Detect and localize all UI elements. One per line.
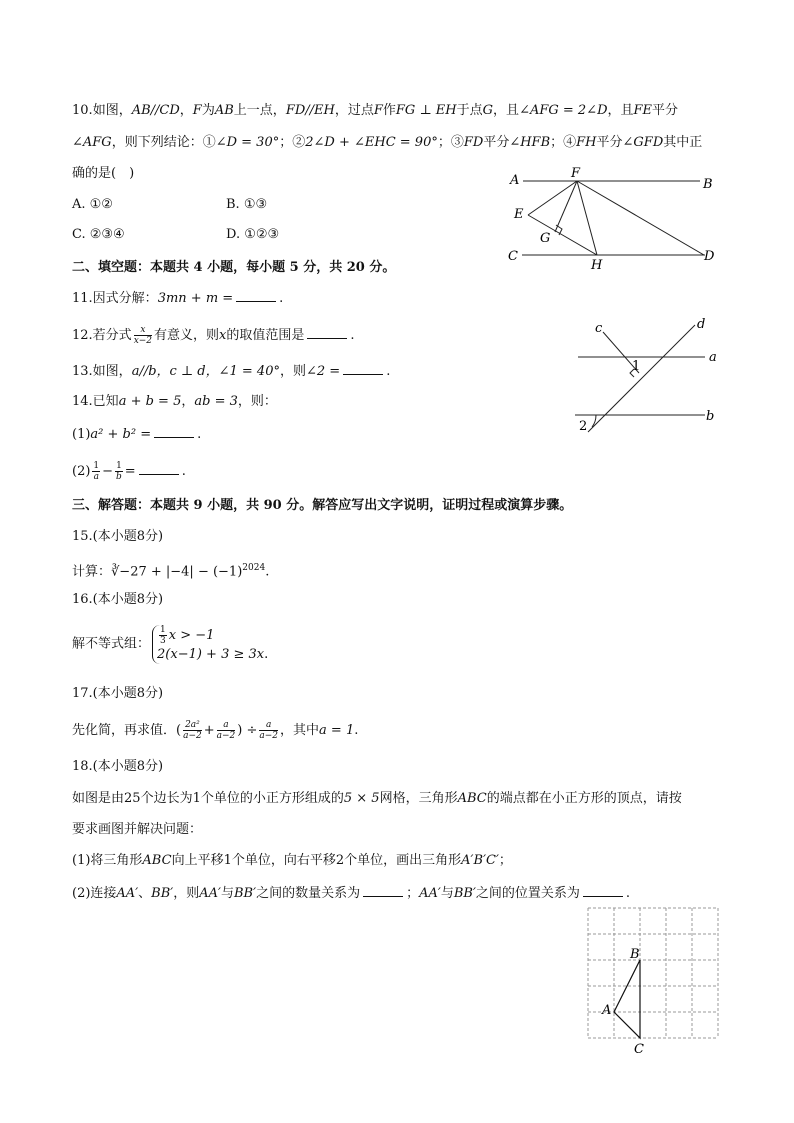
q12-fraction: $\frac{x}{x-2}$ xyxy=(133,325,153,346)
q17: 先化简，再求值．( $\frac{\text{2a²}}{a-2}$ + $\frac{a}{a-2}$ ) ÷ $\frac{a}{a-2}$ ，其中a = 1. xyxy=(72,720,359,741)
q10-option-c: C. ②③④ xyxy=(72,227,125,242)
q10-option-a: A. ①② xyxy=(72,197,113,212)
q13-blank[interactable] xyxy=(343,362,383,375)
label-a: A xyxy=(510,173,520,188)
triangle-abc xyxy=(614,960,640,1038)
q16: 解不等式组： $\frac{1}{3}$ x > −1 2(x−1) + 3 ≥ 3x . xyxy=(72,625,269,662)
q10-line2: ∠AFG，则下列结论：①∠D = 30°；②2∠D + ∠EHC = 90°；③FD平分∠HFB；④FH平分∠GFD其中正 xyxy=(72,135,703,150)
section-2-heading: 二、填空题：本题共 4 小题，每小题 5 分，共 20 分。 xyxy=(72,260,396,275)
q14-sub1-blank[interactable] xyxy=(154,425,194,438)
segment-fh xyxy=(577,181,597,255)
label-h: H xyxy=(591,258,603,273)
q18-line2: 要求画图并解决问题： xyxy=(72,822,203,837)
q18-grid-figure xyxy=(580,900,730,1060)
q10-option-d: D. ①②③ xyxy=(226,227,280,242)
grid-label-b: B xyxy=(630,947,640,962)
dashed-grid xyxy=(588,908,718,1038)
q10-figure xyxy=(500,160,730,275)
line-d xyxy=(588,325,695,432)
label-c13: c xyxy=(595,321,603,336)
q18-blank-2[interactable] xyxy=(583,884,623,897)
section-3-heading: 三、解答题：本题共 9 小题，共 90 分。解答应写出文字说明，证明过程或演算步骤。 xyxy=(72,498,573,513)
label-angle-1: 1 xyxy=(632,359,641,374)
label-a13: a xyxy=(709,350,717,365)
q14-sub2-blank[interactable] xyxy=(139,462,179,475)
inequality-system: $\frac{1}{3}$ x > −1 2(x−1) + 3 ≥ 3x xyxy=(152,625,264,664)
label-g: G xyxy=(540,231,551,246)
q14: 14.已知a + b = 5，ab = 3，则： xyxy=(72,394,277,409)
label-f: F xyxy=(571,166,581,181)
q11: 11.因式分解：3mn + m = . xyxy=(72,291,284,306)
label-b13: b xyxy=(706,409,715,424)
grid-label-a: A xyxy=(602,1003,612,1018)
q18-line4: (2)连接AA′、BB′，则AA′与BB′之间的数量关系为 ；AA′与BB′之间的位置关系为 . xyxy=(72,886,631,901)
q15: 计算：∛−27 + $|-4| - (-1)^{2024}$. xyxy=(72,563,270,580)
q13-figure xyxy=(570,315,730,440)
label-b: B xyxy=(703,177,713,192)
label-angle-2: 2 xyxy=(579,419,588,434)
label-c: C xyxy=(508,249,518,264)
label-e: E xyxy=(514,207,524,222)
grid-label-c: C xyxy=(634,1042,644,1057)
q13: 13.如图，a//b，c ⊥ d，∠1 = 40°，则∠2 = . xyxy=(72,364,391,379)
label-d13: d xyxy=(697,317,706,332)
q18-blank-1[interactable] xyxy=(363,884,403,897)
segment-fd xyxy=(577,181,704,255)
q10-option-b: B. ①③ xyxy=(226,197,268,212)
q16-header: 16.(本小题8分) xyxy=(72,592,164,607)
q11-blank[interactable] xyxy=(236,289,276,302)
q14-sub2: (2) $\frac{1}{a}$ − $\frac{1}{b}$ = . xyxy=(72,461,186,482)
q10-line3: 确的是( ) xyxy=(72,166,135,181)
q18-header: 18.(本小题8分) xyxy=(72,759,164,774)
q12-blank[interactable] xyxy=(307,326,347,339)
label-d: D xyxy=(704,249,715,264)
q17-header: 17.(本小题8分) xyxy=(72,686,164,701)
q15-header: 15.(本小题8分) xyxy=(72,529,164,544)
q12: 12.若分式 $\frac{x}{x-2}$ 有意义，则x的取值范围是 . xyxy=(72,325,355,346)
q18-line1: 如图是由25个边长为1个单位的小正方形组成的5 × 5网格，三角形ABC的端点都在小正方形的顶点，请按 xyxy=(72,791,682,806)
segment-eh xyxy=(528,215,597,255)
q14-sub1: (1)a² + b² = . xyxy=(72,427,202,442)
q10-line1: 10.如图，AB//CD，F为AB上一点，FD//EH，过点F作FG ⊥ EH于点G，且∠AFG = 2∠D，且FE平分 xyxy=(72,103,679,118)
q18-line3: (1)将三角形ABC向上平移1个单位，向右平移2个单位，画出三角形A′B′C′； xyxy=(72,853,512,868)
